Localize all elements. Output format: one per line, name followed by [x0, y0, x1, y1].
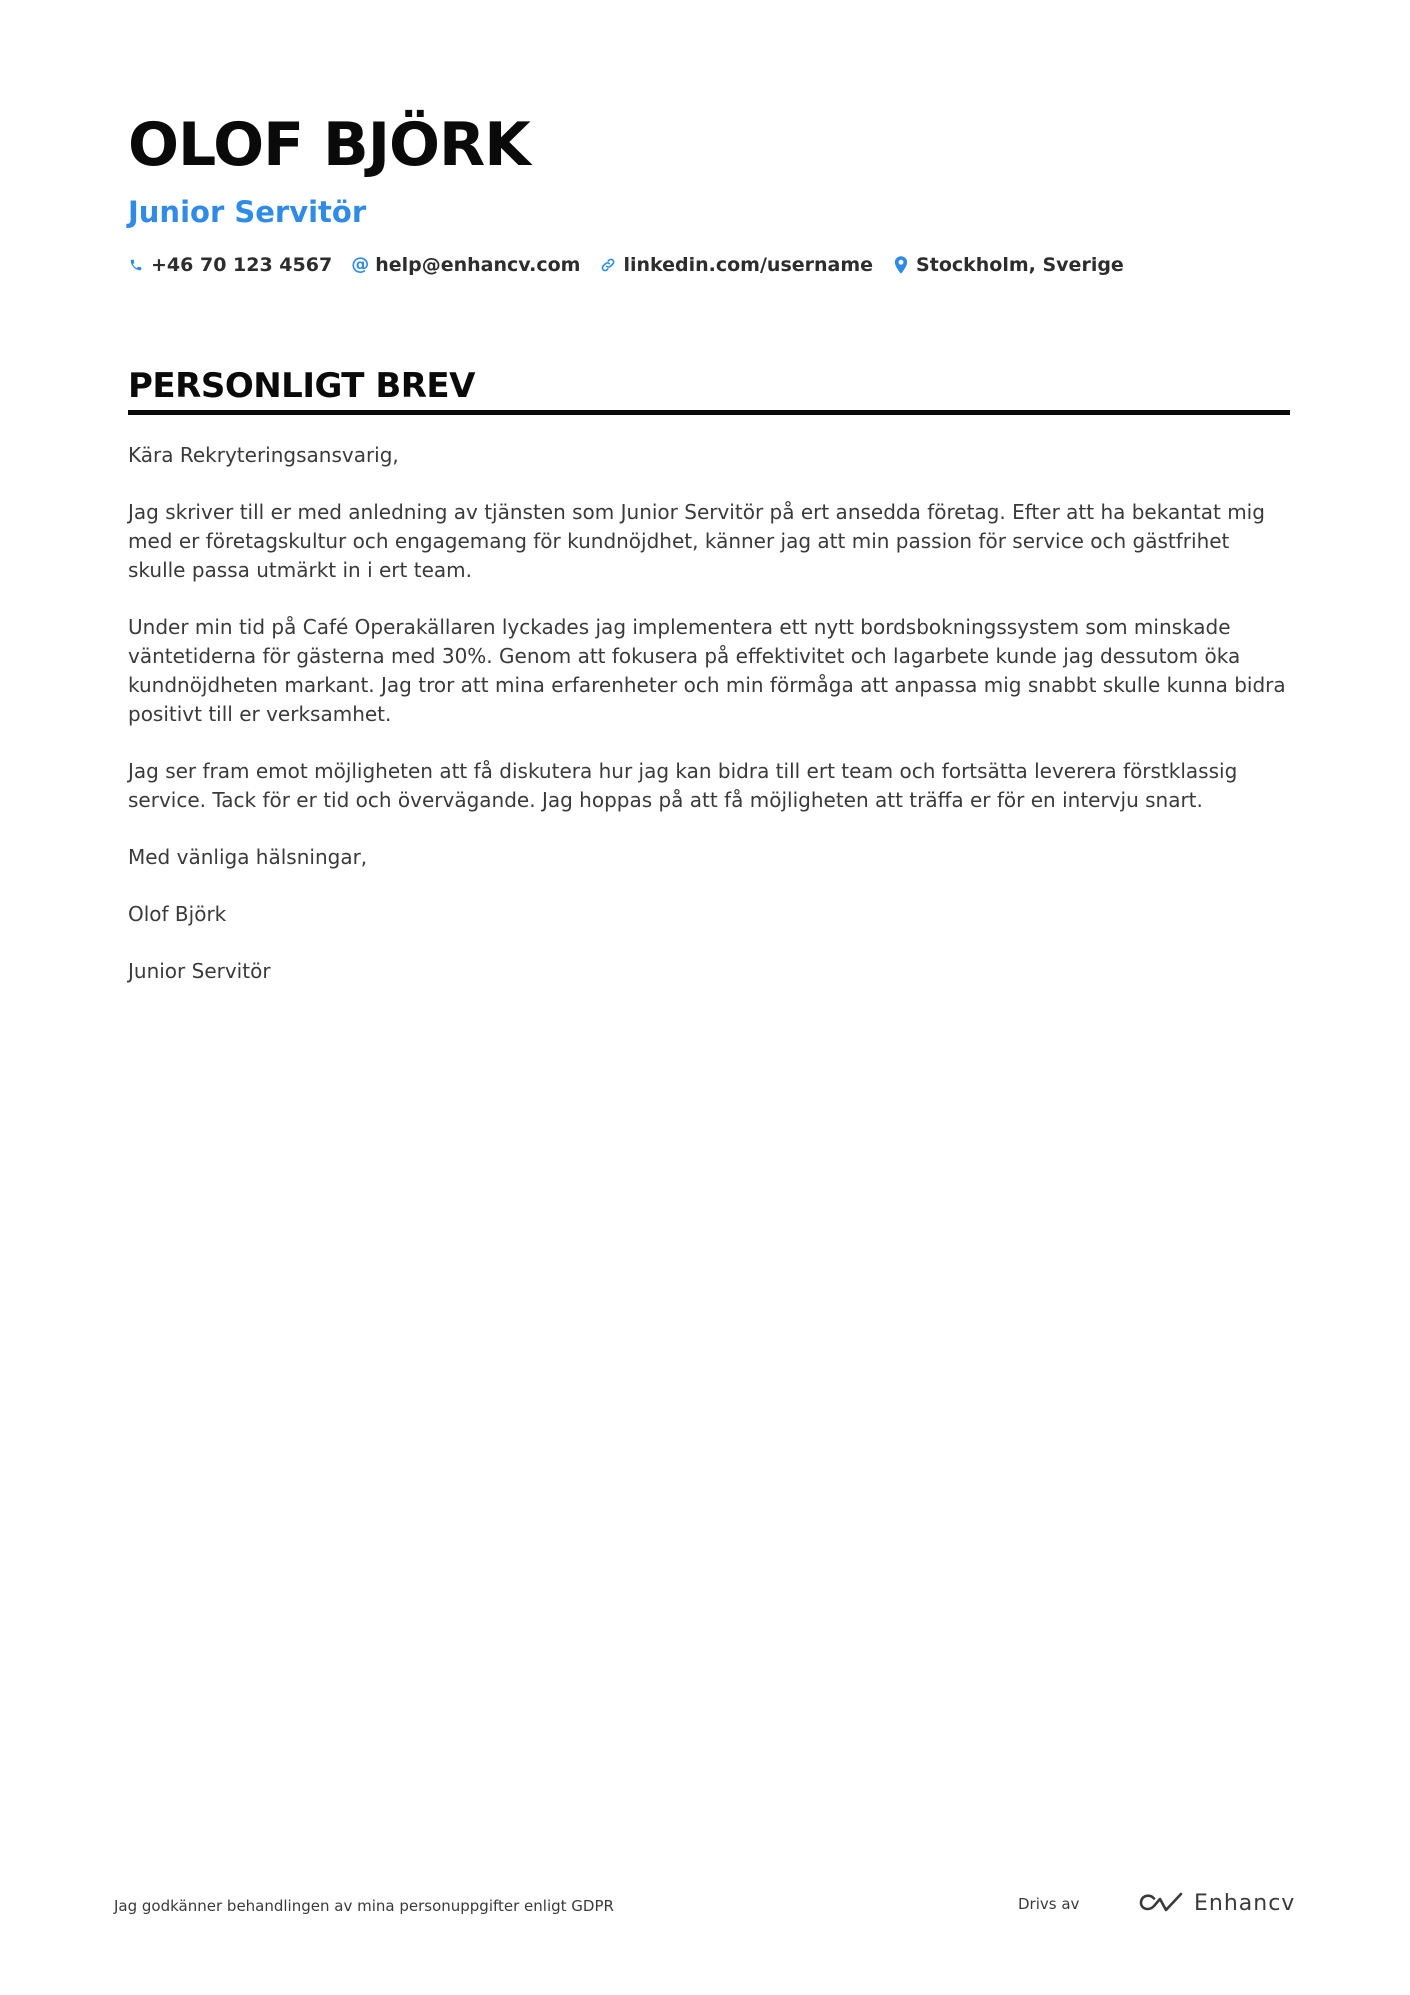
contact-phone	[128, 254, 332, 276]
letter-closing: Med vänliga hälsningar,	[128, 845, 368, 869]
section-divider	[128, 410, 1290, 415]
letter-body	[128, 441, 1290, 986]
job-title: Junior Servitör	[128, 195, 367, 229]
letter-paragraph-1: Jag skriver till er med anledning av tjänsten som Junior Servitör på ert ansedda företag. Efter att ha bekantat mig med er företagskultur och engagemang för kundnöjdhet, känner jag att min passion för service och gästfrihet skulle passa utmärkt in i ert team.	[128, 500, 1265, 582]
linkedin-text[interactable]: linkedin.com/username	[623, 254, 874, 276]
section-title: PERSONLIGT BREV	[128, 366, 475, 406]
contact-linkedin	[600, 254, 873, 276]
link-icon	[600, 255, 616, 275]
cover-letter-section	[128, 364, 1290, 1014]
footer	[114, 1885, 1296, 1925]
gdpr-consent-text: Jag godkänner behandlingen av mina personuppgifter enligt GDPR	[114, 1897, 614, 1915]
location-pin-icon	[893, 255, 909, 275]
signature-name: Olof Björk	[128, 902, 227, 926]
header	[128, 108, 1288, 276]
candidate-name: OLOF BJÖRK	[128, 110, 530, 180]
phone-icon	[128, 255, 144, 275]
email-text[interactable]: help@enhancv.com	[375, 254, 581, 276]
powered-by-label: Drivs av	[1018, 1895, 1080, 1913]
phone-text[interactable]: +46 70 123 4567	[151, 254, 333, 276]
brand-name: Enhancv	[1194, 1890, 1296, 1916]
letter-greeting: Kära Rekryteringsansvarig,	[128, 443, 399, 467]
letter-paragraph-2: Under min tid på Café Operakällaren lyckades jag implementera ett nytt bordsbokningssystem som minskade väntetiderna för gästerna med 30%. Genom att fokusera på effektivitet och lagarbete kunde jag dessutom öka kundnöjdheten markant. Jag tror att mina erfarenheter och min förmåga att anpassa mig snabbt skulle kunna bidra positivt till er verksamhet.	[128, 615, 1286, 726]
contact-location	[893, 254, 1124, 276]
letter-paragraph-3: Jag ser fram emot möjligheten att få diskutera hur jag kan bidra till ert team och fortsätta leverera förstklassig service. Tack för er tid och övervägande. Jag hoppas på att få möjligheten att träffa er för en intervju snart.	[128, 759, 1238, 812]
contact-bar	[128, 254, 1288, 276]
contact-email	[352, 254, 580, 276]
at-icon: @	[351, 254, 370, 275]
enhancv-logo-icon	[1138, 1890, 1184, 1916]
signature-title: Junior Servitör	[128, 959, 271, 983]
location-text: Stockholm, Sverige	[916, 254, 1124, 276]
enhancv-brand[interactable]	[1138, 1885, 1295, 1921]
